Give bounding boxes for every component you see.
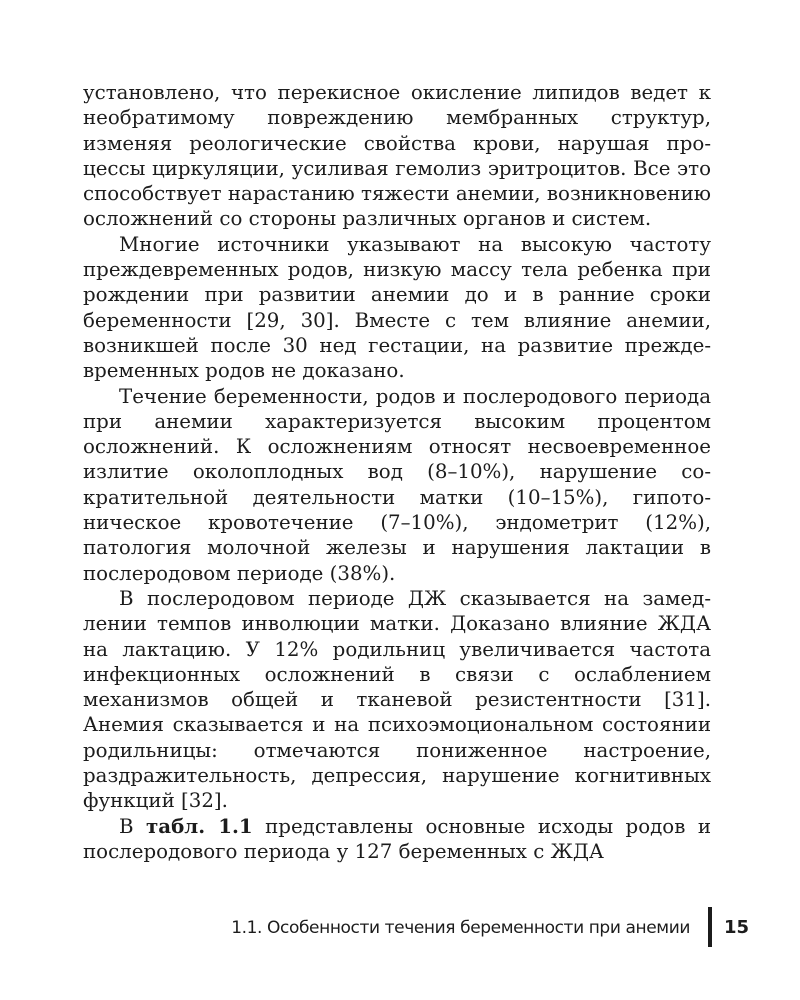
paragraph-1: установлено, что перекисное окисление липидов ведет к необратимому повреждению мембранных структур, изменяя реологические свойства крови, нарушая процессы циркуляции, усиливая гемолиз эритроцитов. Все это способствует нарастанию тяжести анемии, возникновению осложнений со стороны различных органов и систем. <box>83 81 711 231</box>
page-number: 15 <box>724 917 750 938</box>
page-footer <box>83 907 748 947</box>
footer-divider <box>708 907 712 947</box>
paragraph-2: Многие источники указывают на высокую частоту преждевременных родов, низкую массу тела ребенка при рождении при развитии анемии до и в ранние сроки беременности [29, 30]. Вместе с тем влияние анемии, возникшей после 30 нед гестации, на развитие преждевременных родов не доказано. <box>83 232 711 383</box>
paragraph-4: В послеродовом периоде ДЖ сказывается на замедлении темпов инволюции матки. Доказано влияние ЖДА на лактацию. У 12% родильниц увеличивается частота инфекционных осложнений в связи с ослаблением механизмов общей и тканевой резистентности [31]. Анемия сказывается и на психоэмоциональном состоянии родильницы: отмечаются пониженное настроение, раздражительность, депрессия, нарушение когнитивных функций [32]. <box>83 586 711 813</box>
table-reference: табл. 1.1 <box>146 813 253 838</box>
running-head: 1.1. Особенности течения беременности при анемии <box>231 918 690 938</box>
paragraph-5 <box>83 814 711 865</box>
paragraph-5-lead: В <box>119 814 147 838</box>
paragraph-5-text: представлены основные исходы родов и послеродового периода у 127 беременных с ЖДА <box>83 814 712 863</box>
page-body <box>83 80 711 864</box>
paragraph-3: Течение беременности, родов и послеродового периода при анемии характеризуется высоким процентом осложнений. К осложнениям относят несвоевременное излитие околоплодных вод (8–10%), нарушение сократительной деятельности матки (10–15%), гипотоническое кровотечение (7–10%), эндометрит (12%), патология молочной железы и нарушения лактации в послеродовом периоде (38%). <box>83 384 711 585</box>
